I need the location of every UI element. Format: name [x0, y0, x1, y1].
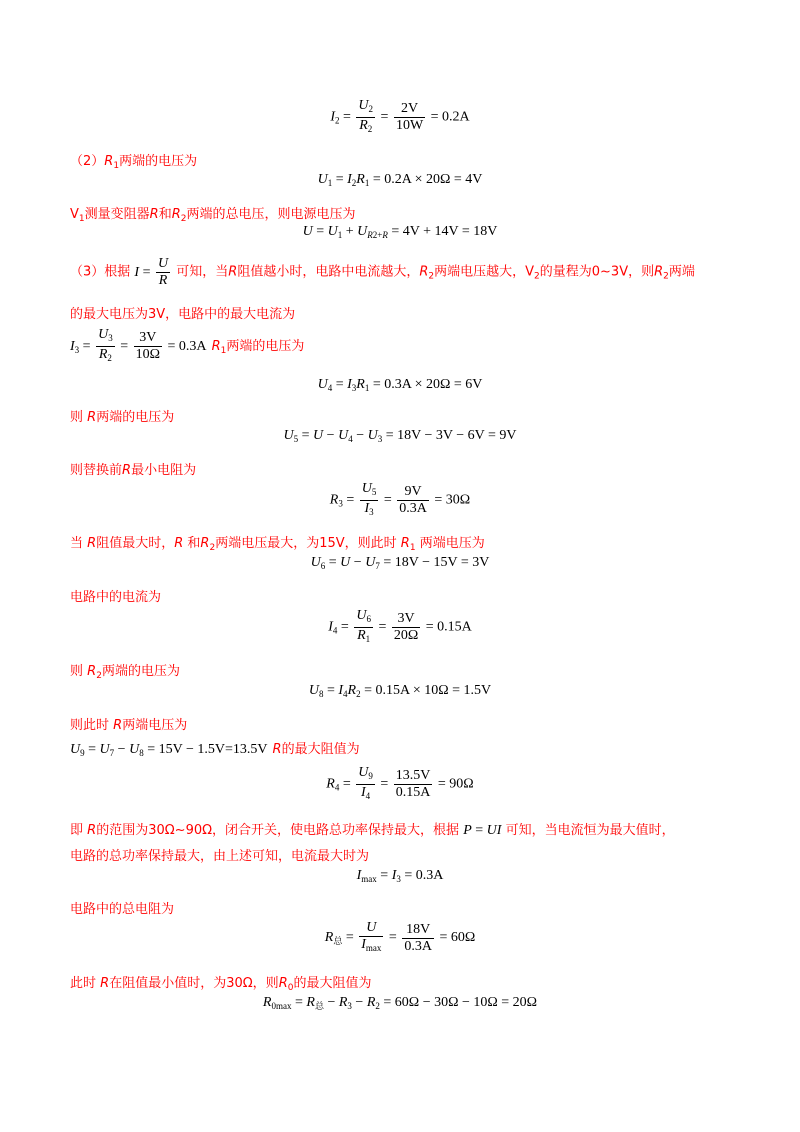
- equation-rtotal: $R_总$ = $\frac{U}{I_{max}}$ = $\frac{18V}{0.3A}$ = 60Ω: [324, 920, 476, 954]
- equation-u5: $U_5 = U - U_4 - U_3 = 18V - 3V - 6V = 9V$: [283, 428, 517, 444]
- text-max-power: 电路的总功率保持最大，由上述可知，电流最大时为: [70, 849, 370, 864]
- equation-u1: $U_1 = I_2R_1 = 0.2A \times 20\Omega = 4V$: [317, 172, 483, 188]
- equation-i4: $I_4$ = $\frac{U_6}{R_1}$ = $\frac{3V}{20\Omega}$ = 0.15A: [328, 608, 472, 644]
- text-r-voltage: 则 R两端的电压为: [70, 410, 175, 425]
- equation-i2: $I_2$ = $\frac{U_2}{R_2}$ = $\frac{2V}{10W}$ = 0.2A: [330, 98, 470, 134]
- equation-u8: $U_8 = I_4R_2 = 0.15A \times 10\Omega = 1.5V$: [308, 683, 492, 699]
- equation-u6: $U_6 = U - U_7 = 18V - 15V = 3V$: [310, 555, 490, 571]
- equation-r3: $R_3$ = $\frac{U_5}{I_3}$ = $\frac{9V}{0.3A}$ = 30Ω: [329, 481, 471, 517]
- text-r0-max: 此时 R在阻值最小值时，为30Ω，则$R_0$的最大阻值为: [70, 976, 372, 993]
- text-r2-voltage: 则 $R_2$两端的电压为: [70, 664, 180, 681]
- text-v1-measure: $V_1$测量变阻器R和$R_2$两端的总电压，则电源电压为: [70, 207, 356, 224]
- equation-u4: $U_4 = I_3R_1 = 0.3A \times 20\Omega = 6V$: [317, 377, 483, 393]
- text-total-resistance: 电路中的总电阻为: [70, 902, 175, 917]
- text-min-resistance: 则替换前R最小电阻为: [70, 463, 197, 478]
- equation-r4: $R_4$ = $\frac{U_9}{I_4}$ = $\frac{13.5V}{0.15A}$ = 90Ω: [326, 765, 474, 801]
- text-max-current: 的最大电压为3V，电路中的最大电流为: [70, 307, 296, 322]
- text-part2: $(2)R_1$两端的电压为: [70, 154, 198, 171]
- equation-r0max: $R_{0max} = R_总 - R_3 - R_2 = 60\Omega - 30\Omega - 10\Omega = 20\Omega$: [262, 995, 538, 1011]
- text-part3: （3）根据 I = $\frac{U}{R}$ 可知，当R阻值越小时，电路中电流越大，$R_2$两端电压越大，$V_2$的量程为0~3V，则$R_2$两端: [70, 256, 695, 288]
- text-r-max: 当 R阻值最大时，R 和$R_2$两端电压最大，为15V，则此时 $R_1$ 两端电压为: [70, 536, 485, 553]
- equation-u: $U = U_1 + U_{R2+R} = 4V + 14V = 18V$: [302, 224, 498, 240]
- equation-imax: $I_{max} = I_3 = 0.3A$: [356, 868, 444, 884]
- text-range: 即 R的范围为30Ω~90Ω，闭合开关，使电路总功率保持最大，根据 P = UI 可知，当电流恒为最大值时，: [70, 823, 675, 838]
- text-current: 电路中的电流为: [70, 590, 162, 605]
- equation-u9: $U_9 = U_7 - U_8 = 15V - 1.5V=13.5V$ R的最大阻值为: [70, 742, 360, 758]
- text-r-voltage-now: 则此时 R两端电压为: [70, 718, 188, 733]
- equation-i3: $I_3$ = $\frac{U_3}{R_2}$ = $\frac{3V}{10\Omega}$ = 0.3A $R_1$两端的电压为: [70, 327, 305, 363]
